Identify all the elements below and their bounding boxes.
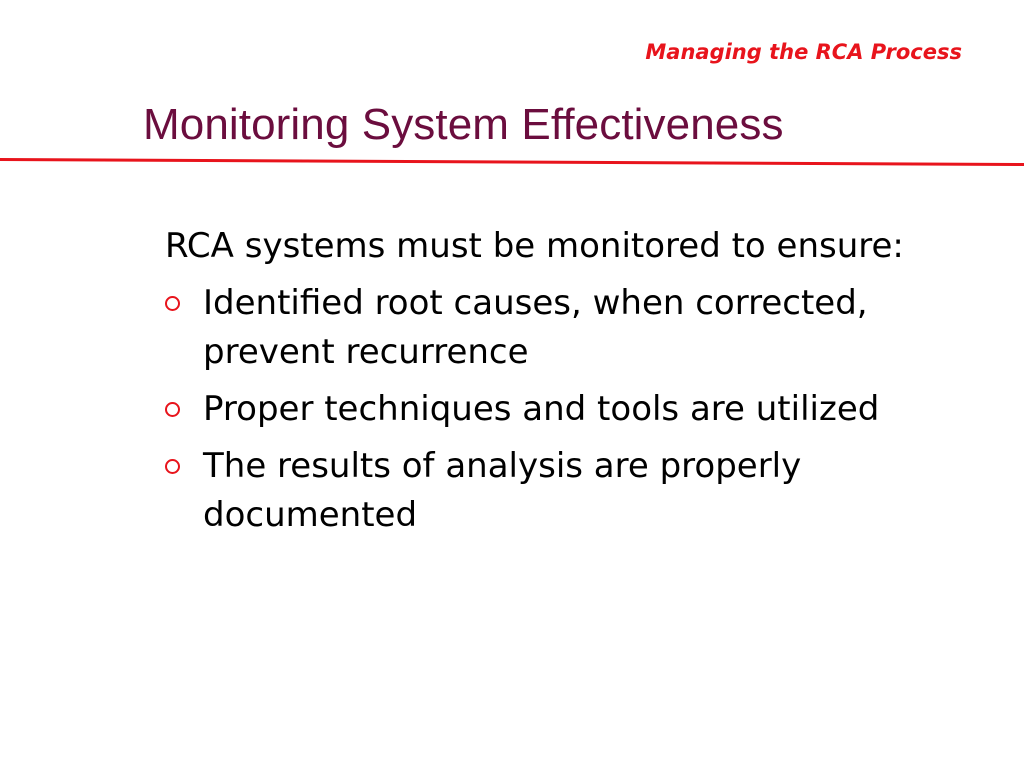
hollow-circle-bullet-icon bbox=[165, 459, 180, 474]
slide-body bbox=[165, 222, 965, 548]
bullet-text: The results of analysis are properly documented bbox=[203, 446, 802, 535]
bullet-item bbox=[165, 279, 965, 377]
slide-title: Monitoring System Effectiveness bbox=[143, 100, 784, 149]
bullet-item bbox=[165, 385, 965, 434]
bullet-item bbox=[165, 442, 965, 540]
section-label: Managing the RCA Process bbox=[645, 40, 962, 64]
hollow-circle-bullet-icon bbox=[165, 402, 180, 417]
intro-text: RCA systems must be monitored to ensure: bbox=[165, 226, 904, 266]
bullet-list bbox=[165, 279, 965, 540]
bullet-text: Proper techniques and tools are utilized bbox=[203, 389, 880, 429]
bullet-text: Identified root causes, when corrected, prevent recurrence bbox=[203, 283, 868, 372]
hollow-circle-bullet-icon bbox=[165, 296, 180, 311]
